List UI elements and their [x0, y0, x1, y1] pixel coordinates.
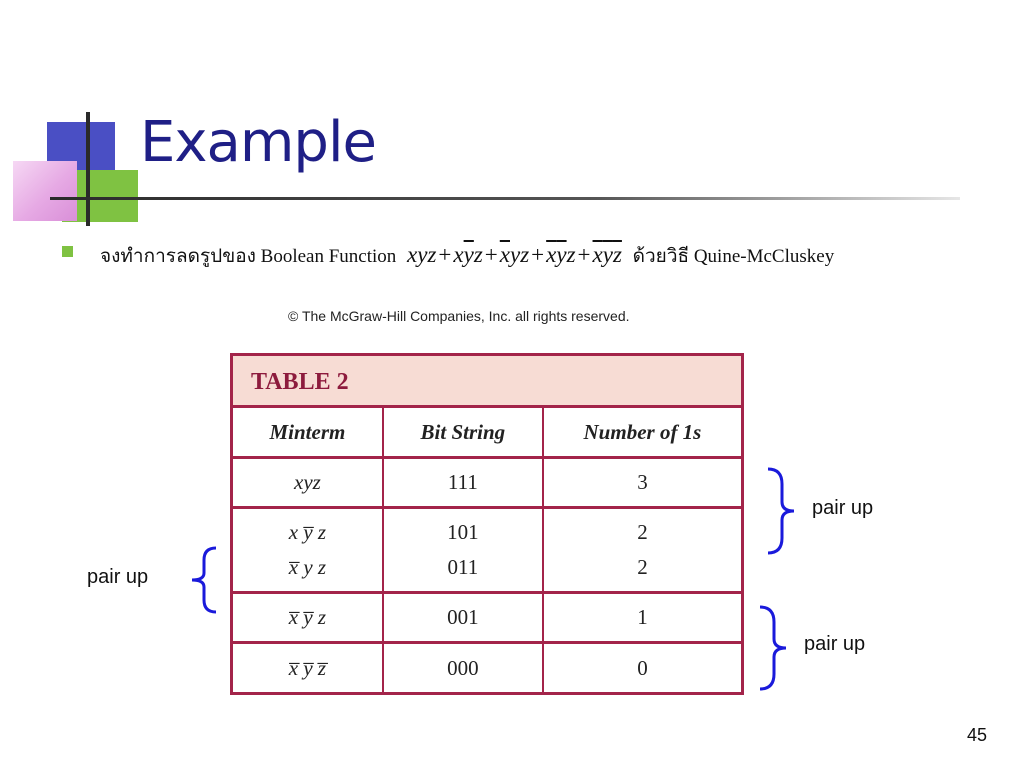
- table-grid: [233, 408, 741, 692]
- formula-plus: +: [577, 242, 591, 267]
- table-row: [233, 458, 741, 508]
- table-row: [233, 508, 741, 593]
- formula-term-4: $\overline{x}\overline{y}z$: [546, 242, 576, 267]
- minterm-cell: x̅ y̅ z: [233, 593, 383, 643]
- bit-string-cell: 001: [383, 593, 543, 643]
- formula-term-3: $\overline{x}yz$: [499, 242, 530, 267]
- formula-plus: +: [438, 242, 452, 267]
- table-header-row: [233, 408, 741, 458]
- formula-plus: +: [484, 242, 498, 267]
- boolean-formula: [407, 236, 622, 274]
- table-caption: TABLE 2: [233, 356, 741, 408]
- bit-string-line: 101: [447, 520, 479, 544]
- logo-square-pink: [13, 161, 77, 221]
- table-row: [233, 643, 741, 693]
- title-underline: [50, 197, 960, 200]
- minterm-line: x̅ y z: [288, 555, 327, 579]
- formula-plus: +: [531, 242, 545, 267]
- minterm-cell: x̅ y̅ z̅: [233, 643, 383, 693]
- formula-term-5: $\overline{x}\overline{y}\overline{z}$: [592, 242, 622, 267]
- right-brace-bottom-icon: [756, 604, 792, 692]
- pair-up-label-right-bottom: pair up: [804, 633, 866, 655]
- minterm-line: x y̅ z: [288, 520, 327, 544]
- ones-count-cell: 0: [637, 655, 648, 680]
- copyright-notice: © The McGraw-Hill Companies, Inc. all rights reserved.: [288, 308, 630, 324]
- right-brace-top-icon: [764, 466, 800, 556]
- header-number-of-ones: Number of 1s: [543, 408, 741, 458]
- ones-count-line: 2: [637, 520, 648, 544]
- table-row: [233, 593, 741, 643]
- header-bit-string: Bit String: [383, 408, 543, 458]
- pair-up-label-right-top: pair up: [812, 497, 874, 519]
- bullet-text-before: จงทำการลดรูปของ Boolean Function: [100, 246, 397, 267]
- ones-count-cell: 1: [543, 593, 741, 643]
- minterm-table: [230, 353, 744, 695]
- bit-string-cell: 000: [383, 643, 543, 693]
- formula-term-1: xyz: [407, 242, 437, 267]
- bit-string-cell: [383, 508, 543, 593]
- bit-string-line: 011: [447, 555, 479, 579]
- bit-string-cell: 111: [383, 458, 543, 508]
- page-number: 45: [967, 725, 988, 745]
- minterm-cell: xyz: [233, 458, 383, 508]
- page-title: Example: [140, 110, 376, 175]
- pair-up-label-left: pair up: [87, 566, 149, 588]
- minterm-cell: [233, 508, 383, 593]
- bullet-text-after: ด้วยวิธี Quine-McCluskey: [632, 246, 835, 267]
- logo-vertical-line: [86, 112, 90, 226]
- left-brace-icon: [186, 545, 222, 615]
- ones-count-cell: [543, 508, 741, 593]
- ones-count-line: 2: [637, 555, 648, 579]
- ones-count-cell: 3: [543, 458, 741, 508]
- formula-term-2: $x\overline{y}z$: [453, 242, 483, 267]
- bullet-square-icon: [62, 246, 73, 257]
- header-minterm: Minterm: [233, 408, 383, 458]
- bullet-paragraph: [100, 236, 960, 276]
